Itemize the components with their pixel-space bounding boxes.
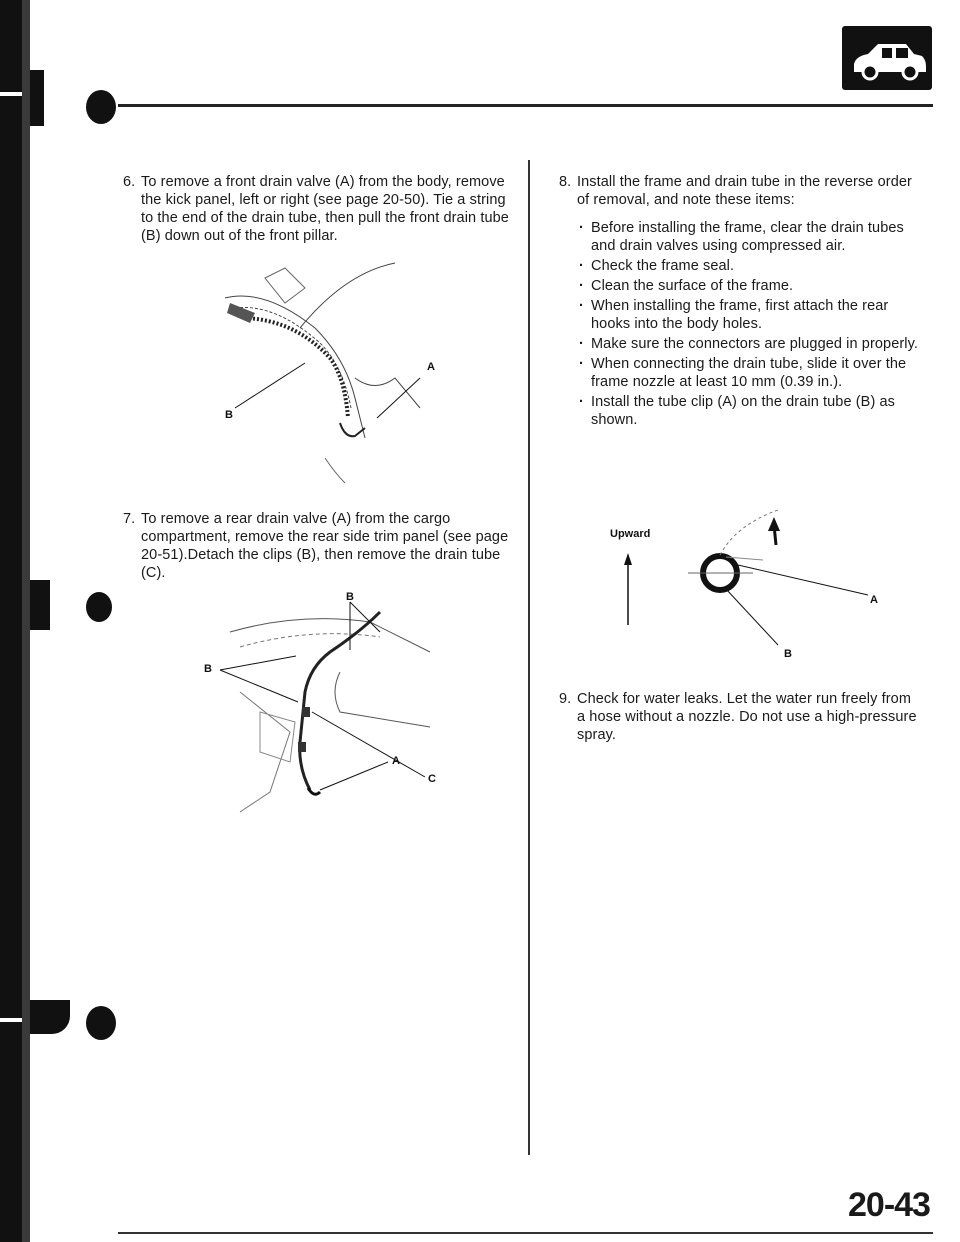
- footer-rule: [118, 1232, 933, 1234]
- column-divider: [528, 160, 530, 1155]
- step-number: 7.: [123, 511, 136, 527]
- callout-a: A: [870, 594, 878, 606]
- car-icon: [842, 26, 932, 90]
- callout-c: C: [428, 773, 436, 785]
- list-item: · Check the frame seal.: [577, 257, 922, 275]
- step-text: To remove a front drain valve (A) from the body, remove the kick panel, left or right (see page 20-50). Tie a string to the end of the drain tube, then pull the front drain tube (B) down out of the front pillar.: [141, 174, 509, 244]
- step-8: [559, 173, 922, 431]
- margin-tab: [30, 1000, 70, 1034]
- upward-label: Upward: [610, 528, 651, 540]
- list-item: · When connecting the drain tube, slide it over the frame nozzle at least 10 mm (0.39 in.).: [577, 355, 922, 391]
- callout-b: B: [784, 648, 792, 660]
- header-rule: [118, 104, 933, 107]
- step-6: [123, 173, 509, 245]
- callout-a: A: [392, 755, 400, 767]
- list-item: · Clean the surface of the frame.: [577, 277, 922, 295]
- callout-b: B: [346, 592, 354, 603]
- page-number: 20-43: [848, 1186, 930, 1224]
- binding-strip: [22, 0, 30, 1242]
- callout-a: A: [427, 361, 435, 373]
- step-7: [123, 510, 509, 582]
- step-8-notes: [577, 219, 922, 429]
- callout-b: B: [204, 663, 212, 675]
- binding-notch: [0, 92, 22, 96]
- step-number: 9.: [559, 691, 572, 707]
- list-item: · Make sure the connectors are plugged in properly.: [577, 335, 922, 353]
- tube-clip-figure: [608, 505, 888, 665]
- step-number: 6.: [123, 174, 136, 190]
- punch-hole: [86, 592, 112, 622]
- step-text: Check for water leaks. Let the water run freely from a hose without a nozzle. Do not use a high-pressure spray.: [577, 691, 917, 743]
- rear-drain-figure: [200, 592, 450, 830]
- punch-hole: [86, 90, 116, 124]
- list-item: · Before installing the frame, clear the drain tubes and drain valves using compressed air.: [577, 219, 922, 255]
- margin-tab: [30, 580, 50, 630]
- punch-hole: [86, 1006, 116, 1040]
- callout-b: B: [225, 409, 233, 421]
- front-pillar-figure: [205, 258, 440, 490]
- list-item: · When installing the frame, first attach the rear hooks into the body holes.: [577, 297, 922, 333]
- step-9: [559, 690, 922, 744]
- list-item: · Install the tube clip (A) on the drain tube (B) as shown.: [577, 393, 922, 429]
- step-text: Install the frame and drain tube in the reverse order of removal, and note these items:: [577, 174, 912, 208]
- binding-notch: [0, 1018, 22, 1022]
- margin-tab: [30, 70, 44, 126]
- binding-bar: [0, 0, 22, 1242]
- step-number: 8.: [559, 174, 572, 190]
- step-text: To remove a rear drain valve (A) from the cargo compartment, remove the rear side trim panel (see page 20-51).Detach the clips (B), then remove the drain tube (C).: [141, 511, 509, 581]
